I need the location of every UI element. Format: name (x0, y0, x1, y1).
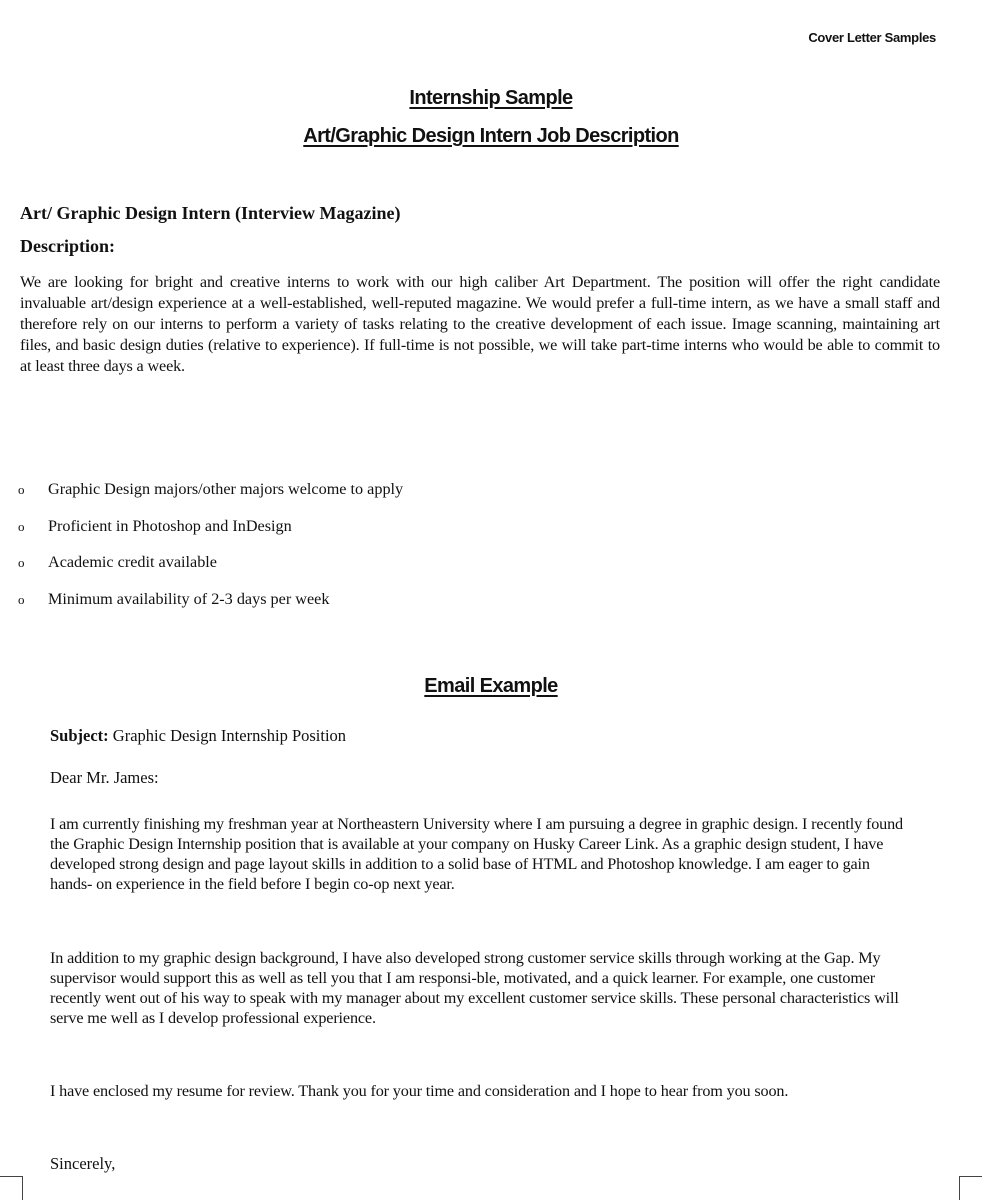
bullet-icon: o (18, 518, 25, 534)
bullet-icon: o (18, 482, 25, 497)
email-heading: Email Example (424, 675, 558, 697)
page-subtitle: Art/Graphic Design Intern Job Description (303, 125, 679, 147)
subject-label: Subject: (50, 726, 109, 745)
email-paragraph: I am currently finishing my freshman year at Northeastern University where I am pursuing a degree in graphic design. I recently found the Graphic Design Internship position that is available at your company on Husky Career Link. As a graphic design student, I have developed strong design and page layout skills in addition to a solid base of HTML and Photoshop knowledge. I am eager to gain hands- on experience in the field before I begin co-op next year. (50, 815, 903, 893)
description-heading: Description: (20, 236, 115, 256)
page-title: Internship Sample (409, 87, 573, 109)
list-item (18, 553, 403, 590)
email-paragraph: In addition to my graphic design background, I have also developed strong customer service skills through working at the Gap. My supervisor would support this as well as tell you that I am responsi-ble, motivated, and a quick learner. For example, one customer recently went out of his way to speak with my manager about my excellent customer service skills. These personal characteristics will serve me well as I develop professional experience. (50, 949, 899, 1027)
list-item (18, 480, 403, 517)
page-corner-mark-left (0, 1176, 23, 1200)
list-item (18, 517, 403, 554)
email-paragraph: I have enclosed my resume for review. Thank you for your time and consideration and I hope to hear from you soon. (50, 1082, 789, 1100)
page-corner-mark-right (959, 1176, 982, 1200)
bullet-icon: o (18, 555, 25, 570)
header-label: Cover Letter Samples (808, 30, 936, 45)
description-text: We are looking for bright and creative interns to work with our high caliber Art Department. The position will offer the right candidate invaluable art/design experience at a well-established, well-reputed magazine. We would prefer a full-time intern, as we have a small staff and therefore rely on our interns to perform a variety of tasks relating to the creative development of each issue. Image scanning, maintaining art files, and basic design duties (relative to experience). If full-time is not possible, we will take part-time interns who would be able to commit to at least three days a week. (20, 273, 940, 375)
list-item-text: Academic credit available (48, 553, 217, 571)
bullet-icon: o (18, 591, 25, 607)
subject-value: Graphic Design Internship Position (112, 726, 347, 745)
requirements-list (18, 480, 403, 626)
email-closing: Sincerely, (50, 1154, 116, 1173)
list-item (18, 590, 403, 627)
list-item-text: Proficient in Photoshop and InDesign (48, 516, 292, 535)
email-subject (50, 726, 346, 746)
job-title: Art/ Graphic Design Intern (Interview Magazine) (20, 203, 401, 223)
email-salutation: Dear Mr. James: (50, 768, 159, 787)
list-item-text: Minimum availability of 2-3 days per week (48, 589, 330, 608)
list-item-text: Graphic Design majors/other majors welcome to apply (48, 480, 404, 498)
